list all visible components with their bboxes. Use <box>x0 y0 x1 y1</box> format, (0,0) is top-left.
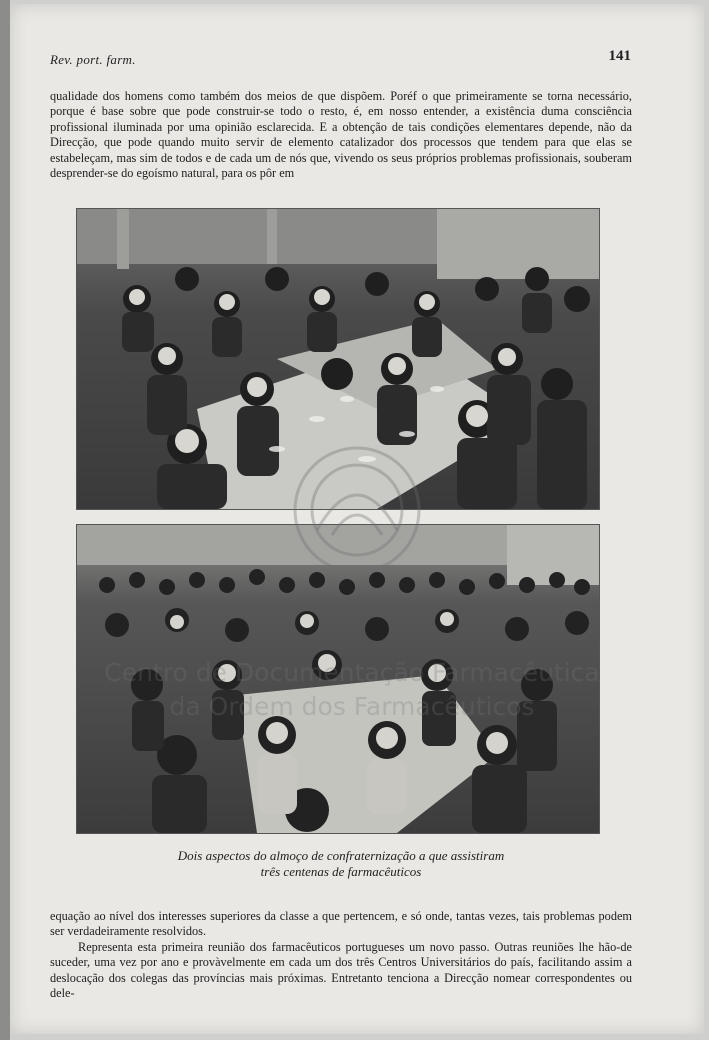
banquet-photo-2 <box>76 524 600 834</box>
caption-line-2: três centenas de farmacêuticos <box>260 864 422 879</box>
page-number: 141 <box>608 48 631 64</box>
running-header <box>50 48 631 70</box>
journal-title: Rev. port. farm. <box>50 52 136 67</box>
banquet-photo-1-image <box>77 209 599 509</box>
watermark-line-2: da Ordem dos Farmacêuticos <box>169 692 535 721</box>
banquet-photo-2-image <box>77 525 599 833</box>
banquet-photo-1 <box>76 208 600 510</box>
figure-caption <box>50 848 632 880</box>
paragraph-top: qualidade dos homens como também dos meios de que dispõem. Poréf o que primeiramente se torna necessário, porque é base sobre que pode construir-se todo o resto, é, em nosso entender, a existência duma consciência profissional iluminada por uma opinião esclarecida. E a obtenção de tais condições elementares depende, não da Direcção, que pode quando muito servir de elemento catalizador dos processos que tendem para que elas se estabeleçam, mas sim de todos e de cada um de nós que, vivendo os seus próprios problemas profissionais, souberam desprender-se do egoísmo natural, para os pôr em <box>50 89 632 181</box>
paragraph-bottom-2: Representa esta primeira reunião dos farmacêuticos portugueses um novo passo. Outras reuniões lhe hão-de suceder, uma vez por ano e provàvelmente em cada um dos três Centros Universitários do país, facilitando assim a deslocação dos colegas das províncias mais próximas. Entretanto tenciona a Direcção nomear correspondentes ou dele- <box>50 940 632 1001</box>
watermark-line-1: Centro de Documentação Farmacêutica <box>104 658 600 687</box>
caption-line-1: Dois aspectos do almoço de confraternização a que assistiram <box>177 848 505 863</box>
paragraph-bottom-1: equação ao nível dos interesses superiores da classe a que pertencem, e só onde, tantas vezes, tais problemas podem ser verdadeiramente resolvidos. <box>50 909 632 939</box>
